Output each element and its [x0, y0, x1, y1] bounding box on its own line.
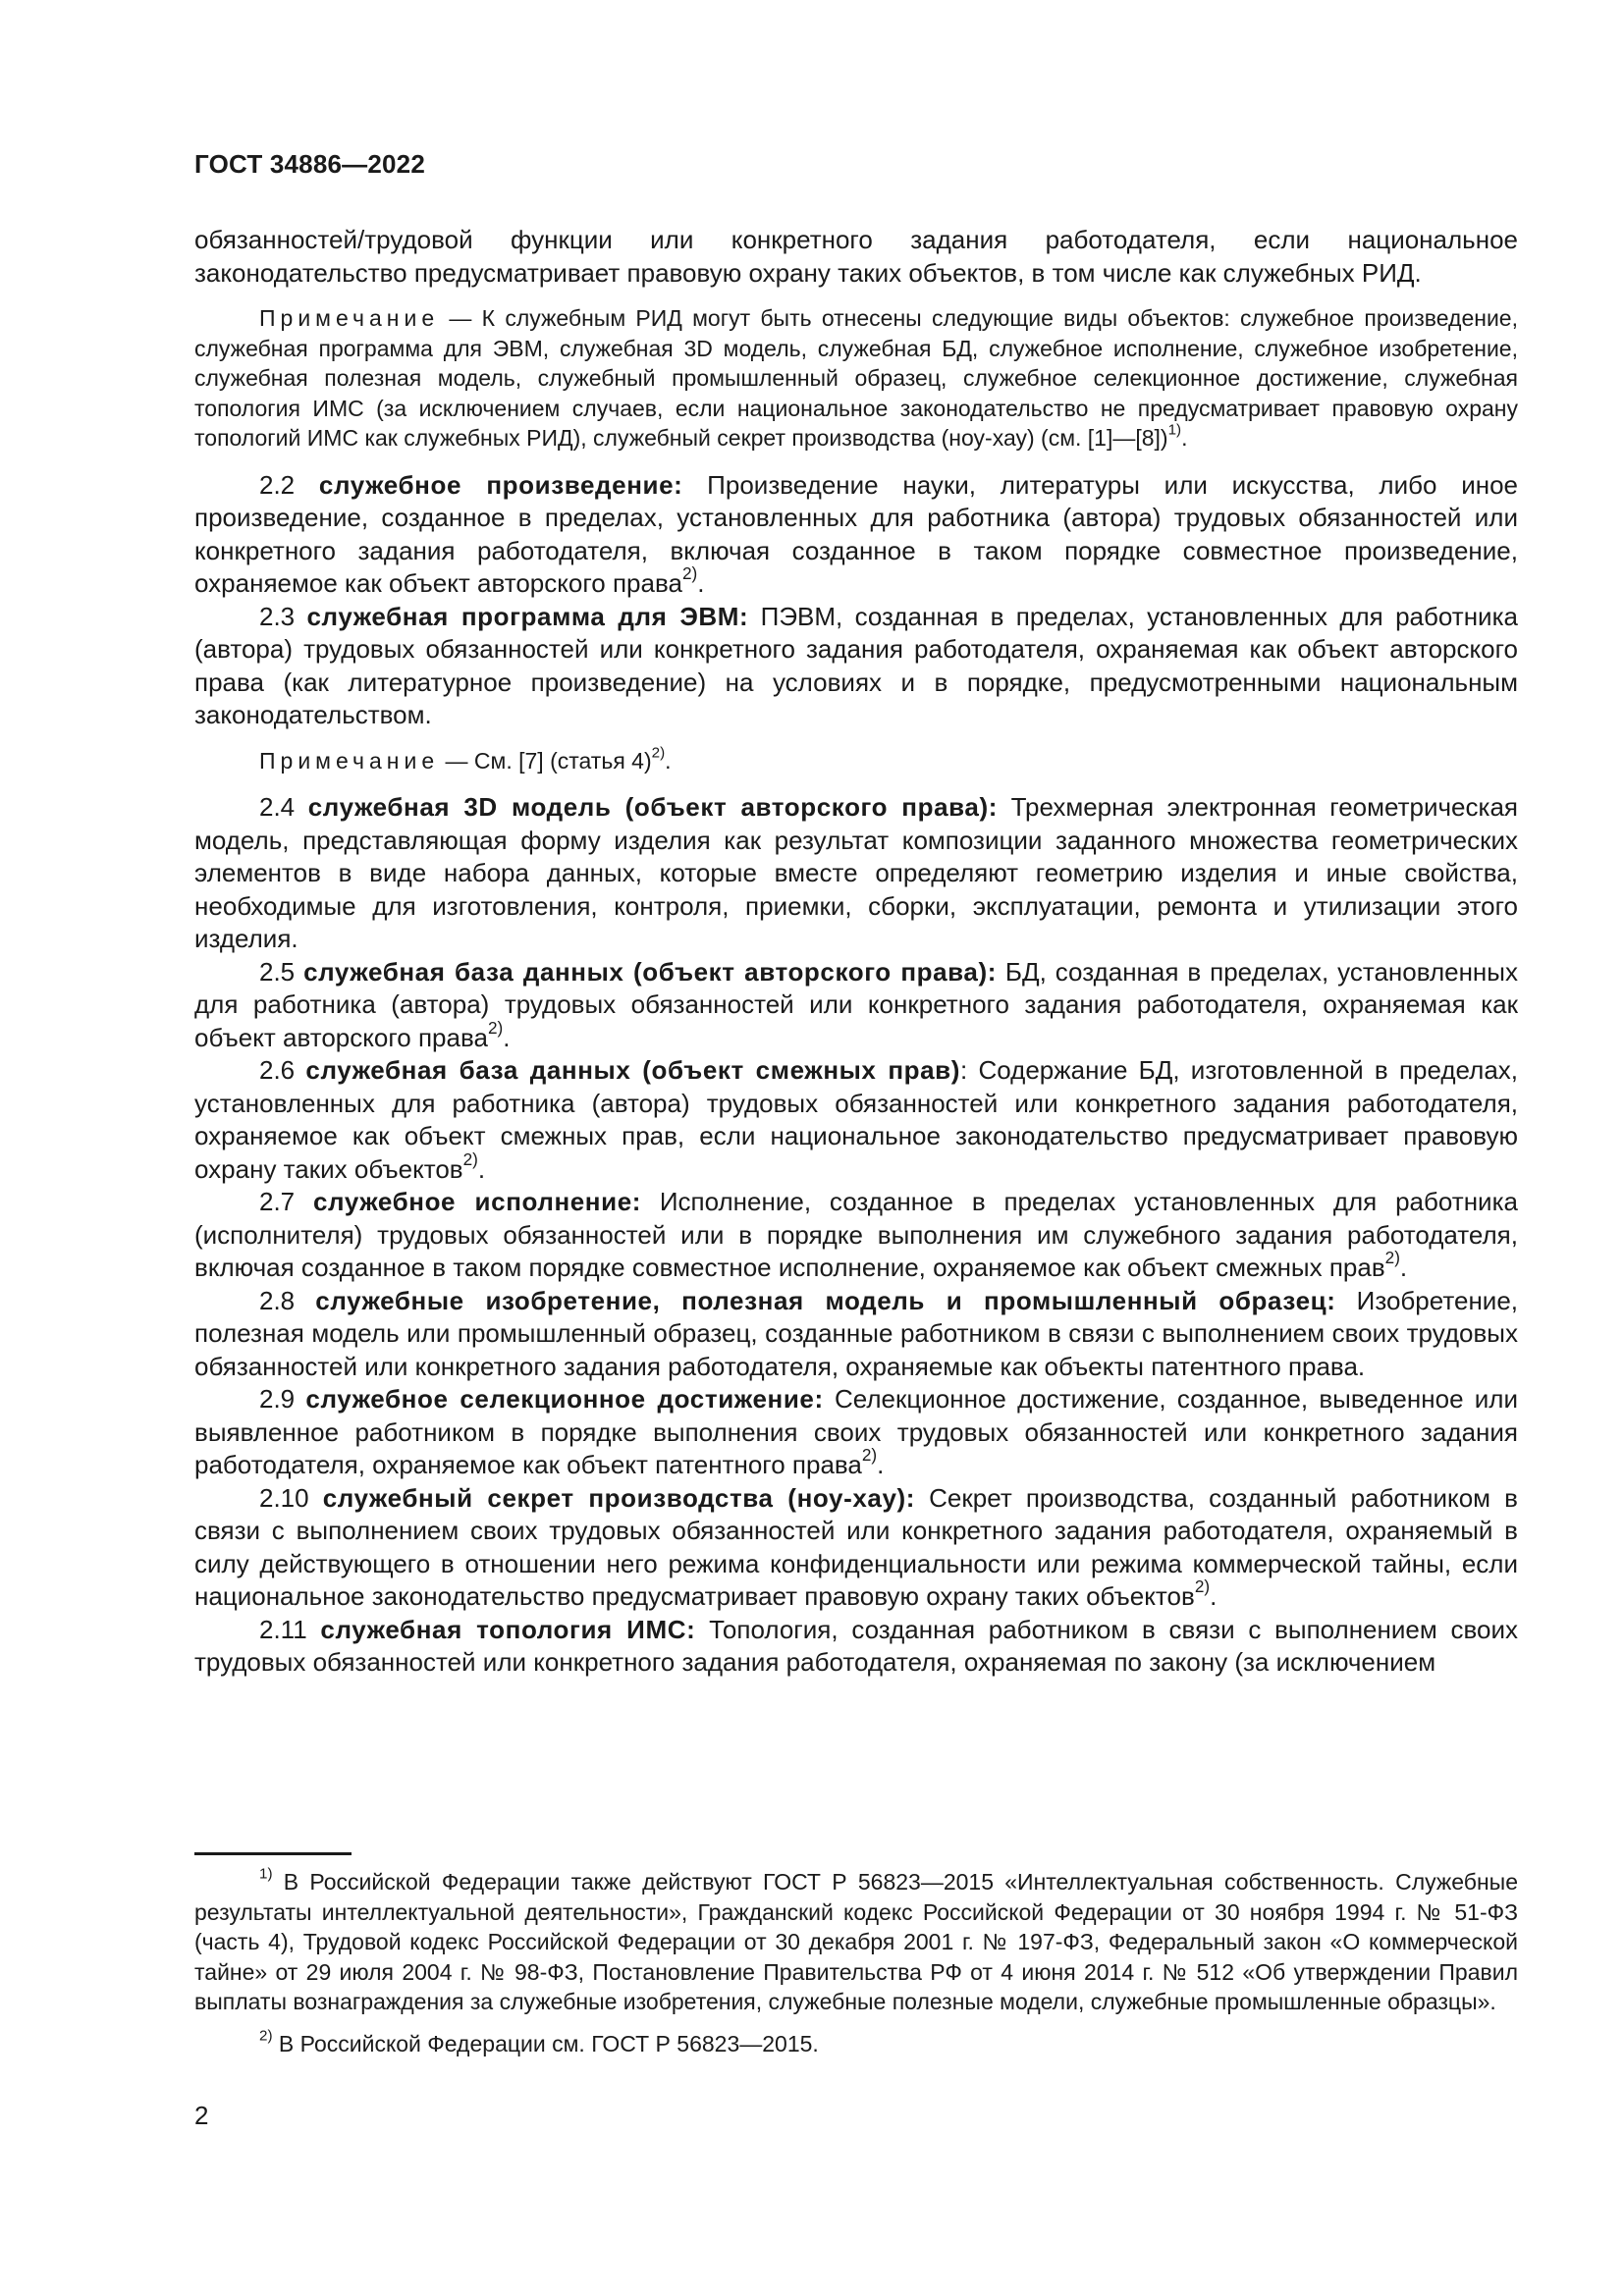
footnote-1: $^{1)}$ В Российской Федерации также действуют ГОСТ Р 56823—2015 «Интеллектуальная собственность. Служебные результаты интеллектуальной деятельности», Гражданский кодекс Российской Федерации от 30 ноября 1994 г. № 51-ФЗ (часть 4), Трудовой кодекс Российской Федерации от 30 декабря 2001 г. № 197-ФЗ, Федеральный закон «О коммерческой тайне» от 29 июля 2004 г. № 98-ФЗ, Постановление Правительства РФ от 4 июня 2014 г. № 512 «Об утверждении Правил выплаты вознаграждения за служебные изобретения, служебные полезные модели, служебные промышленные образцы». [194, 1865, 1518, 2014]
term-2-11: 2.11 служебная топология ИМС: Топология, созданная работником в связи с выполнением своих трудовых обязанностей или конкретного задания работодателя, охраняемая по закону (за исключением [194, 1614, 1518, 1677]
document-header: ГОСТ 34886—2022 [194, 149, 425, 179]
term-title: служебное произведение: [318, 469, 683, 500]
term-2-4: 2.4 служебная 3D модель (объект авторского права): Трехмерная электронная геометрическая модель, представляющая форму изделия как результат композиции заданного множества геометрических элементов в виде набора данных, которые вместе определяют геометрию изделия и иные свойства, необходимые для изготовления, контроля, приемки, сборки, эксплуатации, ремонта и утилизации этого изделия. [194, 792, 1518, 953]
term-2-5: 2.5 служебная база данных (объект авторского права): БД, созданная в пределах, установленных для работника (автора) трудовых обязанностей или конкретного задания работодателя, охраняемая как объект авторского права$^{2)}$. [194, 956, 1518, 1052]
footnote-mark: 1) [259, 1865, 273, 1883]
term-2-8: 2.8 служебные изобретение, полезная модель и промышленный образец: Изобретение, полезная модель или промышленный образец, созданные работником в связи с выполнением своих трудовых обязанностей или конкретного задания работодателя, охраняемые как объекты патентного права. [194, 1285, 1519, 1381]
footnote-ref: 1) [1167, 421, 1182, 439]
footnote-separator [194, 1852, 352, 1855]
footnote-mark: 2) [259, 2027, 273, 2045]
term-2-2: 2.2 служебное произведение: Произведение науки, литературы или искусства, либо иное произведение, созданное в пределах, установленных для работника (автора) трудовых обязанностей или конкретного задания работодателя, включая созданное в таком порядке совместное произведение, охраняемое как объект авторского права$^{2)}$. [194, 469, 1519, 598]
footnotes [194, 1867, 1518, 2058]
paragraph-continuation: обязанностей/трудовой функции или конкретного задания работодателя, если национальное законодательство предусматривает правовую охрану таких объектов, в том числе как служебных РИД. [194, 225, 1518, 288]
term-2-7: 2.7 служебное исполнение: Исполнение, созданное в пределах установленных для работника (исполнителя) трудовых обязанностей или в порядке выполнения им служебного задания работодателя, включая созданное в таком порядке совместное исполнение, охраняемое как объект смежных прав$^{2)}$. [194, 1187, 1518, 1282]
note-label: Примечание [259, 747, 440, 774]
term-title: служебное селекционное достижение: [305, 1384, 824, 1414]
term-title: служебная программа для ЭВМ: [306, 601, 749, 631]
footnote-ref: 2) [651, 744, 666, 762]
note-2: Примечание — См. [7] (статья 4)$^{2)}$. [259, 744, 672, 774]
footnote-2: $^{2)}$ В Российской Федерации см. ГОСТ Р 56823—2015. [259, 2027, 819, 2056]
term-title: служебная топология ИМС: [320, 1614, 696, 1644]
term-title: служебная база данных (объект смежных прав) [305, 1055, 961, 1085]
footnote-ref: 2) [681, 563, 698, 584]
note-label: Примечание [259, 305, 440, 331]
term-title: служебная база данных (объект авторского права): [303, 956, 997, 987]
term-title: служебные изобретение, полезная модель и промышленный образец: [315, 1285, 1336, 1315]
footnote-ref: 2) [1384, 1248, 1400, 1268]
page-number: 2 [194, 2101, 209, 2130]
term-2-6: 2.6 служебная база данных (объект смежных прав): Содержание БД, изготовленной в пределах, установленных для работника (автора) трудовых обязанностей или конкретного задания работодателя, охраняемое как объект смежных прав, если национальное законодательство предусматривает правовую охрану таких объектов$^{2)}$. [194, 1055, 1519, 1184]
footnote-ref: 2) [487, 1017, 504, 1038]
note-1: Примечание — К служебным РИД могут быть отнесены следующие виды объектов: служебное произведение, служебная программа для ЭВМ, служебная 3D модель, служебная БД, служебное исполнение, служебное изобретение, служебная полезная модель, служебный промышленный образец, служебное селекционное достижение, служебная топология ИМС (за исключением случаев, если национальное законодательство не предусматривает правовую охрану топологий ИМС как служебных РИД), служебный секрет производства (ноу-хау) (см. [1]—[8])$^{1)}$. [194, 305, 1518, 451]
term-title: служебное исполнение: [312, 1187, 642, 1216]
term-title: служебная 3D модель (объект авторского права): [307, 792, 998, 822]
footnote-ref: 2) [1194, 1576, 1211, 1597]
term-2-9: 2.9 служебное селекционное достижение: Селекционное достижение, созданное, выведенное или выявленное работником в порядке выполнения своих трудовых обязанностей или конкретного задания работодателя, охраняемое как объект патентного права$^{2)}$. [194, 1384, 1518, 1479]
term-2-10: 2.10 служебный секрет производства (ноу-хау): Секрет производства, созданный работником в связи с выполнением своих трудовых обязанностей или конкретного задания работодателя, охраняемый в силу действующего в отношении него режима конфиденциальности или режима коммерческой тайны, если национальное законодательство предусматривает правовую охрану таких объектов$^{2)}$. [194, 1482, 1518, 1611]
term-2-3: 2.3 служебная программа для ЭВМ: ПЭВМ, созданная в пределах, установленных для работника (автора) трудовых обязанностей или конкретного задания работодателя, охраняемая как объект авторского права (как литературное произведение) на условиях и в порядке, предусмотренными национальным законодательством. [194, 601, 1518, 729]
main-content [194, 224, 1518, 1680]
footnote-ref: 2) [861, 1445, 878, 1466]
term-title: служебный секрет производства (ноу-хау): [322, 1482, 916, 1513]
footnote-ref: 2) [462, 1148, 478, 1169]
